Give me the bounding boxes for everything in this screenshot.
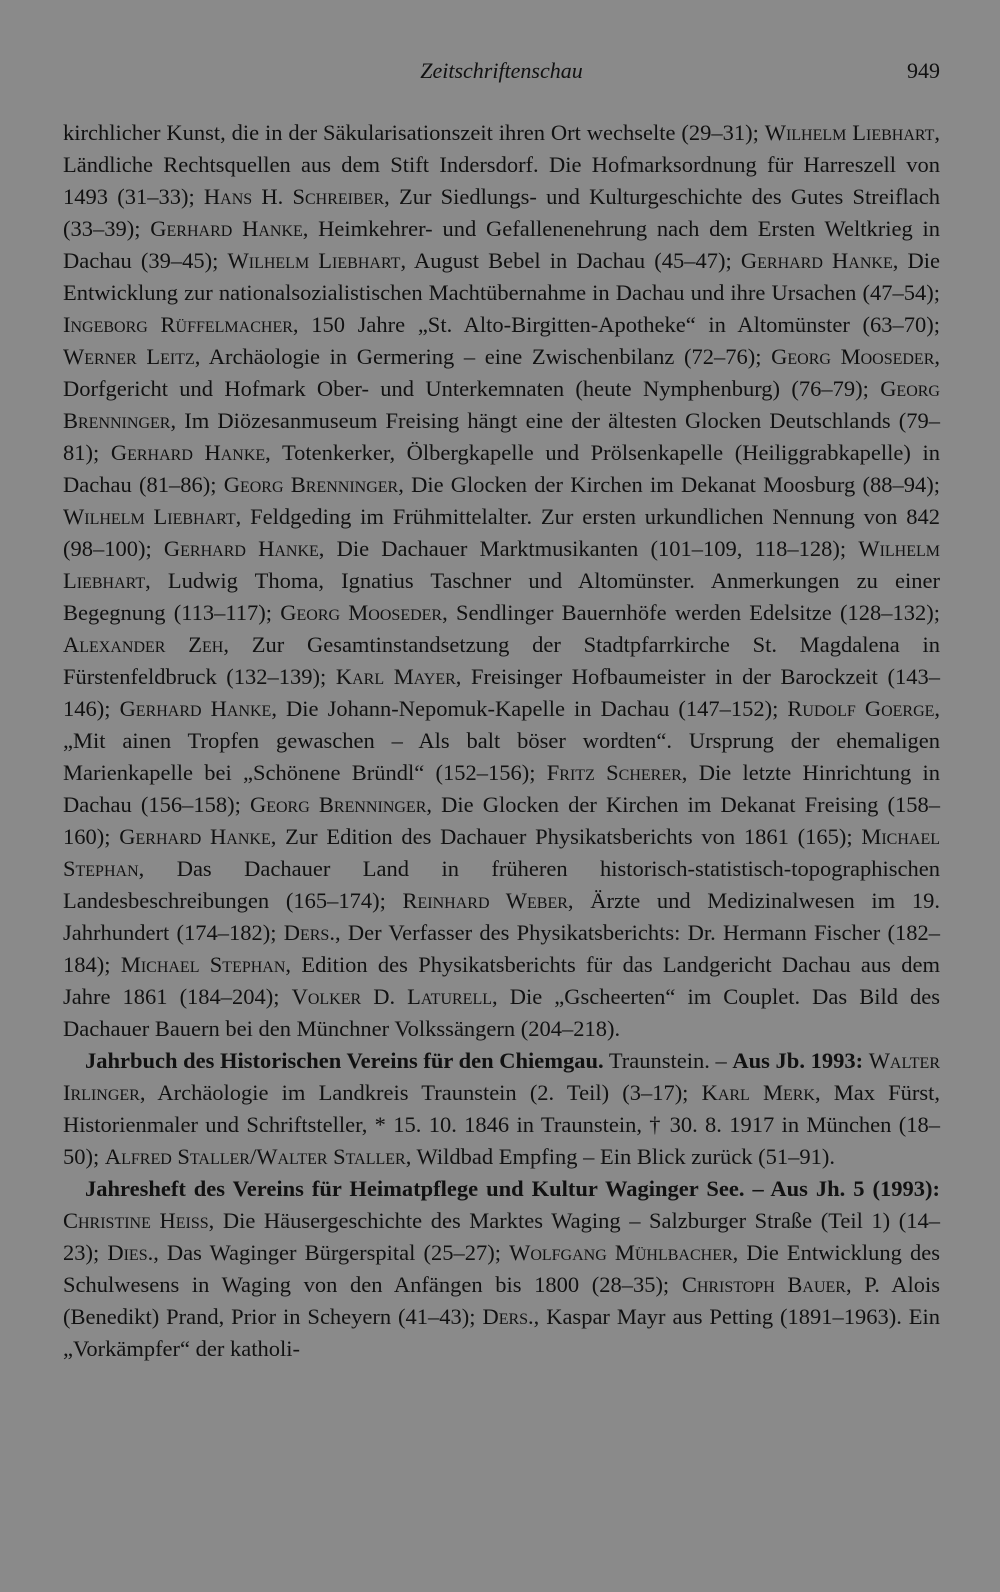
author-name: Fritz Scherer — [546, 760, 682, 785]
running-title: Zeitschriftenschau — [420, 58, 583, 83]
author-name: Michael Stephan — [63, 824, 941, 881]
text-run: , Freisinger Hofbaumeister in der Barockzeit (143–146); — [63, 664, 940, 721]
text-run: , Die Entwicklung zur nationalsozialistischen Machtübernahme in Dachau und ihre Ursachen (47–54); — [63, 248, 941, 305]
text-run: , Totenkerker, Ölbergkapelle und Prölsenkapelle (Heiliggrabkapelle) in Dachau (81–86); — [63, 440, 940, 497]
text-run: kirchlicher Kunst, die in der Säkularisationszeit ihren Ort wechselte (29–31); — [63, 120, 765, 145]
text-run: , Die „Gscheerten“ im Couplet. Das Bild des Dachauer Bauern bei den Münchner Volkssängern (204–218). — [63, 984, 941, 1041]
text-run: Traunstein. – — [603, 1048, 733, 1073]
text-run: , Sendlinger Bauernhöfe werden Edelsitze (128–132); — [442, 600, 940, 625]
text-run: , Die Johann-Nepomuk-Kapelle in Dachau (147–152); — [271, 696, 788, 721]
text-run: , Die Entwicklung des Schulwesens in Waging von den Anfängen bis 1800 (28–35); — [63, 1240, 940, 1297]
body-text — [63, 117, 940, 1365]
author-name: Karl Merk — [701, 1080, 815, 1105]
author-name: Walter Irlinger — [63, 1048, 941, 1105]
author-name: Ingeborg Rüffelmacher — [63, 312, 293, 337]
author-name: Georg Brenninger — [63, 376, 940, 433]
author-name: Werner Leitz — [63, 344, 195, 369]
author-name: Volker D. Laturell — [291, 984, 493, 1009]
text-run: , Edition des Physikatsberichts für das Landgericht Dachau aus dem Jahre 1861 (184–204); — [63, 952, 940, 1009]
text-run: , Das Dachauer Land in früheren historisch-statistisch-topographischen Landesbeschreibungen (165–174); — [63, 856, 940, 913]
author-name: Wilhelm Liebhart — [63, 504, 236, 529]
text-run: , Ländliche Rechtsquellen aus dem Stift Indersdorf. Die Hofmarksordnung für Harreszell von 1493 (31–33); — [63, 120, 941, 209]
author-name: Ders. — [482, 1304, 534, 1329]
author-name: Christine Heiss — [63, 1208, 209, 1233]
author-name: Gerhard Hanke — [110, 440, 266, 465]
author-name: Gerhard Hanke — [163, 536, 319, 561]
author-name: Wilhelm Liebhart — [764, 120, 935, 145]
text-run: , Ärzte und Medizinalwesen im 19. Jahrhundert (174–182); — [63, 888, 940, 945]
author-name: Gerhard Hanke — [150, 216, 303, 241]
author-name: Wilhelm Liebhart — [63, 536, 940, 593]
journal-title: Aus Jb. 1993: — [732, 1048, 864, 1073]
running-header — [63, 52, 940, 86]
text-run: , P. Alois (Benedikt) Prand, Prior in Scheyern (41–43); — [63, 1272, 940, 1329]
author-name: Ders. — [283, 920, 335, 945]
author-name: Reinhard Weber — [402, 888, 568, 913]
text-run: , Die Häusergeschichte des Marktes Waging – Salzburger Straße (Teil 1) (14–23); — [63, 1208, 940, 1265]
text-run: , Dorfgericht und Hofmark Ober- und Unterkemnaten (heute Nymphenburg) (76–79); — [63, 344, 941, 401]
text-run: , August Bebel in Dachau (45–47); — [400, 248, 741, 273]
author-name: Michael Stephan — [120, 952, 286, 977]
text-run: , Die letzte Hinrichtung in Dachau (156–158); — [63, 760, 940, 817]
text-run: , 150 Jahre „St. Alto-Birgitten-Apotheke“ in Altomünster (63–70); — [292, 312, 941, 337]
text-run: , „Mit ainen Tropfen gewaschen – Als balt böser wordten“. Ursprung der ehemaligen Marienkapelle bei „Schönene Bründl“ (152–156); — [63, 696, 941, 785]
text-run: , Zur Siedlungs- und Kulturgeschichte des Gutes Streiflach (33–39); — [63, 184, 940, 241]
author-name: Georg Brenninger — [249, 792, 427, 817]
text-run: , Wildbad Empfing – Ein Blick zurück (51–91). — [405, 1144, 835, 1169]
author-name: Alexander Zeh — [63, 632, 224, 657]
author-name: Dies. — [107, 1240, 154, 1265]
text-run: , Max Fürst, Historienmaler und Schriftsteller, * 15. 10. 1846 in Traunstein, † 30. 8. 1917 in München (18–50); — [63, 1080, 940, 1169]
text-run: , Archäologie im Landkreis Traunstein (2. Teil) (3–17); — [139, 1080, 702, 1105]
text-run: , Der Verfasser des Physikatsberichts: Dr. Hermann Fischer (182–184); — [63, 920, 940, 977]
author-name: Georg Mooseder — [771, 344, 935, 369]
text-run: , Das Waginger Bürgerspital (25–27); — [153, 1240, 510, 1265]
author-name: Wolfgang Mühlbacher — [509, 1240, 733, 1265]
author-name: Gerhard Hanke — [740, 248, 893, 273]
text-run: , Zur Edition des Dachauer Physikatsberichts von 1861 (165); — [270, 824, 862, 849]
author-name: Alfred Staller/Walter Staller — [104, 1144, 406, 1169]
journal-title: Jahresheft des Vereins für Heimatpflege und Kultur Waginger See. – Aus Jh. 5 (1993): — [85, 1176, 940, 1201]
author-name: Gerhard Hanke — [119, 696, 272, 721]
journal-entry-paragraph — [63, 1045, 940, 1173]
text-run: , Die Glocken der Kirchen im Dekanat Moosburg (88–94); — [398, 472, 941, 497]
author-name: Georg Mooseder — [280, 600, 443, 625]
journal-entry-paragraph — [63, 1173, 940, 1365]
author-name: Wilhelm Liebhart — [227, 248, 401, 273]
text-run: , Die Glocken der Kirchen im Dekanat Freising (158–160); — [63, 792, 940, 849]
text-run: , Zur Gesamtinstandsetzung der Stadtpfarrkirche St. Magdalena in Fürstenfeldbruck (132–139); — [63, 632, 940, 689]
author-name: Rudolf Goerge — [787, 696, 935, 721]
text-run: , Im Diözesanmuseum Freising hängt eine der ältesten Glocken Deutschlands (79–81); — [63, 408, 940, 465]
paragraph — [63, 117, 940, 1045]
text-run: , Ludwig Thoma, Ignatius Taschner und Altomünster. Anmerkungen zu einer Begegnung (113–117); — [63, 568, 940, 625]
author-name: Karl Mayer — [335, 664, 456, 689]
page-number: 949 — [907, 58, 940, 83]
journal-title: Jahrbuch des Historischen Vereins für den Chiemgau. — [85, 1048, 604, 1073]
text-run: , Die Dachauer Marktmusikanten (101–109, 118–128); — [318, 536, 859, 561]
author-name: Hans H. Schreiber — [203, 184, 385, 209]
author-name: Georg Brenninger — [223, 472, 399, 497]
author-name: Gerhard Hanke — [119, 824, 271, 849]
text-run: , Feldgeding im Frühmittelalter. Zur ersten urkundlichen Nennung von 842 (98–100); — [63, 504, 941, 561]
text-run: , Archäologie in Germering – eine Zwischenbilanz (72–76); — [194, 344, 772, 369]
text-run: , Heimkehrer- und Gefallenenehrung nach dem Ersten Weltkrieg in Dachau (39–45); — [63, 216, 940, 273]
author-name: Christoph Bauer — [681, 1272, 846, 1297]
text-run: , Kaspar Mayr aus Petting (1891–1963). Ein „Vorkämpfer“ der katholi- — [63, 1304, 941, 1361]
